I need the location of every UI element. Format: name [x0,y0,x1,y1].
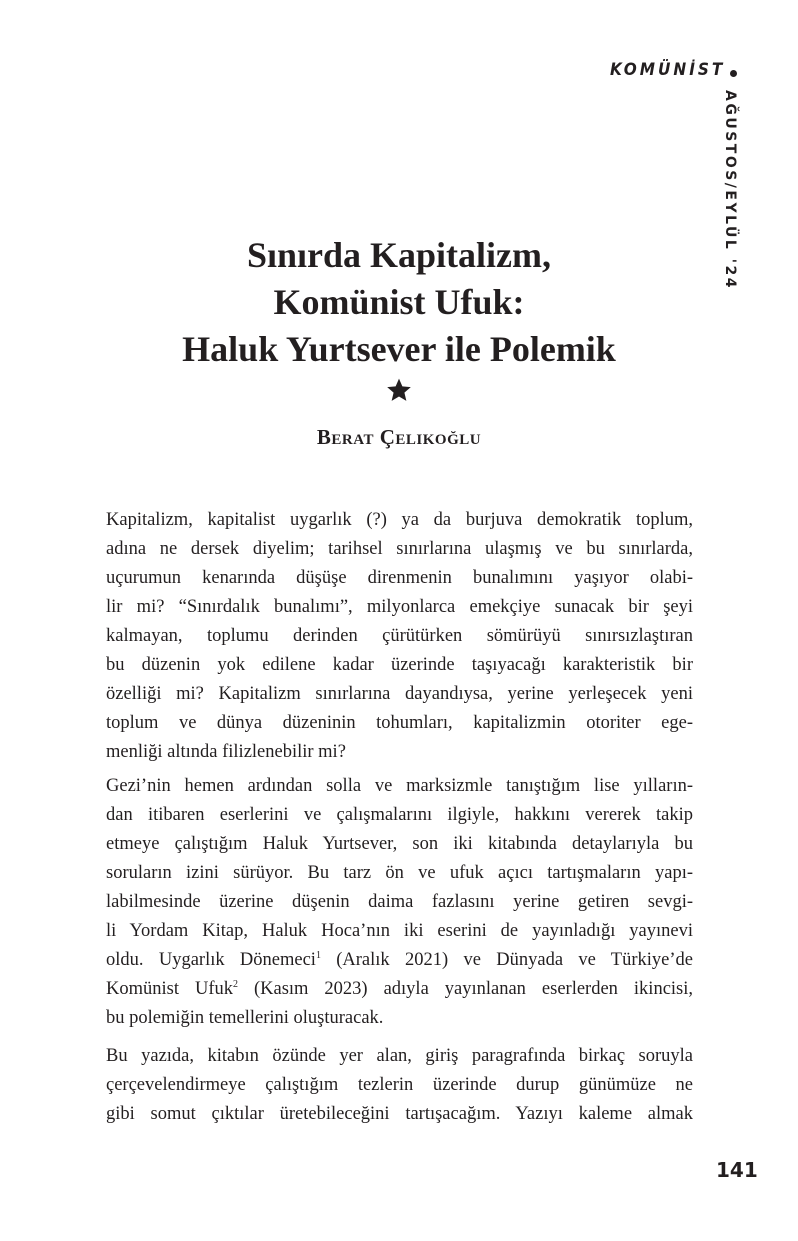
line-text: toplum ve dünya düzeninin tohumları, kapitalizmin otoriter ege- [106,713,693,733]
line-text: özelliği mi? Kapitalizm sınırlarına dayandıysa, yerine yerleşecek yeni [106,684,693,704]
line-text: uçurumun kenarında düşüşe direnmenin bunalımını yaşıyor olabi- [106,568,693,588]
line-text: bu düzenin yok edilene kadar üzerinde taşıyacağı karakteristik bir [106,655,693,675]
text-line [106,772,693,801]
text-line [106,946,693,975]
text-line [106,917,693,946]
text-line [106,859,693,888]
line-text: (Aralık 2021) ve Dünyada ve Türkiye’de [320,950,693,970]
journal-name: KOMÜNİST [610,60,726,80]
line-text: labilmesinde üzerine düşenin daima fazlasını yerine getiren sevgi- [106,892,693,912]
text-line [106,1004,693,1033]
text-line [106,651,693,680]
text-line [106,535,693,564]
text-line [106,680,693,709]
line-text: menliği altında filizlenebilir mi? [106,742,346,762]
title-line: Sınırda Kapitalizm, [246,235,552,275]
text-line [106,888,693,917]
paragraph [106,506,693,767]
text-line [106,709,693,738]
star-icon [386,377,412,403]
text-line [106,1100,693,1129]
line-text: çerçevelendirmeye çalıştığım tezlerin üzerinde durup günümüze ne [106,1075,693,1095]
bullet-dot [730,70,737,77]
line-text: Kapitalizm, kapitalist uygarlık (?) ya da burjuva demokratik toplum, [106,510,693,530]
text-line [106,738,693,767]
issue-date: AĞUSTOS/EYLÜL '24 [722,90,738,290]
article-title [0,232,798,373]
text-line [106,622,693,651]
line-text: lir mi? “Sınırdalık bunalımı”, milyonlarca emekçiye sunacak bir şeyi [106,597,693,617]
line-text: Komünist Ufuk [106,979,233,999]
line-text: dan itibaren eserlerini ve çalışmalarını ilgiyle, hakkını vererek takip [106,805,693,825]
line-text: (Kasım 2023) adıyla yayınlanan eserlerden ikincisi, [238,979,694,999]
line-text: Bu yazıda, kitabın özünde yer alan, giriş paragrafında birkaç soruyla [106,1046,693,1066]
text-line [106,593,693,622]
text-line [106,830,693,859]
paragraph [106,1042,693,1129]
page-number: 141 [716,1158,758,1182]
footnote-ref[interactable]: 2 [233,978,238,990]
line-text: li Yordam Kitap, Haluk Hoca’nın iki eserini de yayınladığı yayınevi [106,921,693,941]
text-line [106,801,693,830]
title-line: Komünist Ufuk: [273,282,525,322]
line-text: bu polemiğin temellerini oluşturacak. [106,1008,384,1028]
text-line [106,1071,693,1100]
line-text: etmeye çalıştığım Haluk Yurtsever, son iki kitabında detaylarıyla bu [106,834,693,854]
paragraph [106,772,693,1033]
author-name: Berat Çelikoğlu [316,425,482,449]
line-text: oldu. Uygarlık Dönemeci [106,950,316,970]
line-text: Gezi’nin hemen ardından solla ve marksizmle tanıştığım lise yılların- [106,776,693,796]
line-text: adına ne dersek diyelim; tarihsel sınırlarına ulaşmış ve bu sınırlarda, [106,539,693,559]
line-text: kalmayan, toplumu derinden çürütürken sömürüyü sınırsızlaştıran [106,626,693,646]
text-line [106,1042,693,1071]
text-line [106,506,693,535]
title-line: Haluk Yurtsever ile Polemik [182,329,616,369]
footnote-ref[interactable]: 1 [315,949,321,961]
line-text: soruların izini sürüyor. Bu tarz ön ve ufuk açıcı tartışmaların yapı- [106,863,693,883]
line-text: gibi somut çıktılar üretebileceğini tartışacağım. Yazıyı kaleme almak [106,1104,693,1124]
text-line [106,975,693,1004]
text-line [106,564,693,593]
